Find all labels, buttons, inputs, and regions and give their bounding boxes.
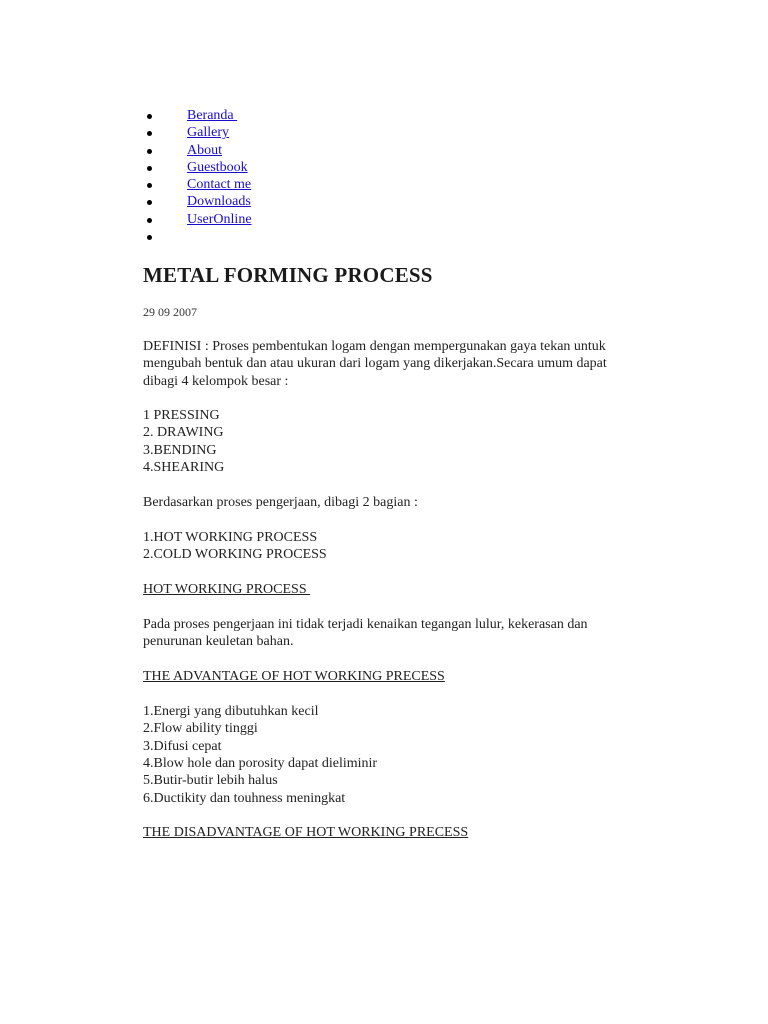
advantage-heading: THE ADVANTAGE OF HOT WORKING PRECESS xyxy=(143,669,445,684)
group-item: 1 PRESSING xyxy=(143,408,220,423)
hot-working-heading: HOT WORKING PROCESS xyxy=(143,581,311,597)
process-item: 1.HOT WORKING PROCESS xyxy=(143,529,318,545)
definition-line: dibagi 4 kelompok besar : xyxy=(143,373,289,389)
nav-link-guestbook[interactable]: Guestbook xyxy=(187,159,248,175)
nav-link-beranda[interactable]: Beranda xyxy=(187,108,238,123)
group-item: 4.SHEARING xyxy=(143,459,225,475)
post-date: 29 09 2007 xyxy=(143,305,197,319)
nav-link-downloads[interactable]: Downloads xyxy=(187,194,251,210)
disadvantage-heading: THE DISADVANTAGE OF HOT WORKING PRECESS xyxy=(143,824,469,840)
group-item: 3.BENDING xyxy=(143,442,217,458)
advantage-item: 2.Flow ability tinggi xyxy=(143,721,258,737)
definition-line: DEFINISI : Proses pembentukan logam dengan mempergunakan gaya tekan untuk xyxy=(143,339,606,354)
nav-link-about[interactable]: About xyxy=(187,142,222,158)
advantage-item: 4.Blow hole dan porosity dapat dieliminir xyxy=(143,755,378,771)
hot-working-description: penurunan keuletan bahan. xyxy=(143,634,294,650)
nav-link-contact-me[interactable]: Contact me xyxy=(187,177,252,193)
definition-line: mengubah bentuk dan atau ukuran dari logam yang dikerjakan.Secara umum dapat xyxy=(143,356,607,372)
process-item: 2.COLD WORKING PROCESS xyxy=(143,546,327,562)
process-intro: Berdasarkan proses pengerjaan, dibagi 2 bagian : xyxy=(143,495,418,510)
nav-link-useronline[interactable]: UserOnline xyxy=(187,211,252,227)
page-title: METAL FORMING PROCESS xyxy=(143,263,433,287)
hot-working-description: Pada proses pengerjaan ini tidak terjadi kenaikan tegangan lulur, kekerasan dan xyxy=(143,617,588,632)
group-item: 2. DRAWING xyxy=(143,425,224,441)
advantage-item: 6.Ductikity dan touhness meningkat xyxy=(143,790,346,806)
advantage-item: 3.Difusi cepat xyxy=(143,738,222,754)
nav-link-gallery[interactable]: Gallery xyxy=(187,125,229,141)
advantage-item: 5.Butir-butir lebih halus xyxy=(143,773,278,789)
advantage-item: 1.Energi yang dibutuhkan kecil xyxy=(143,704,319,719)
